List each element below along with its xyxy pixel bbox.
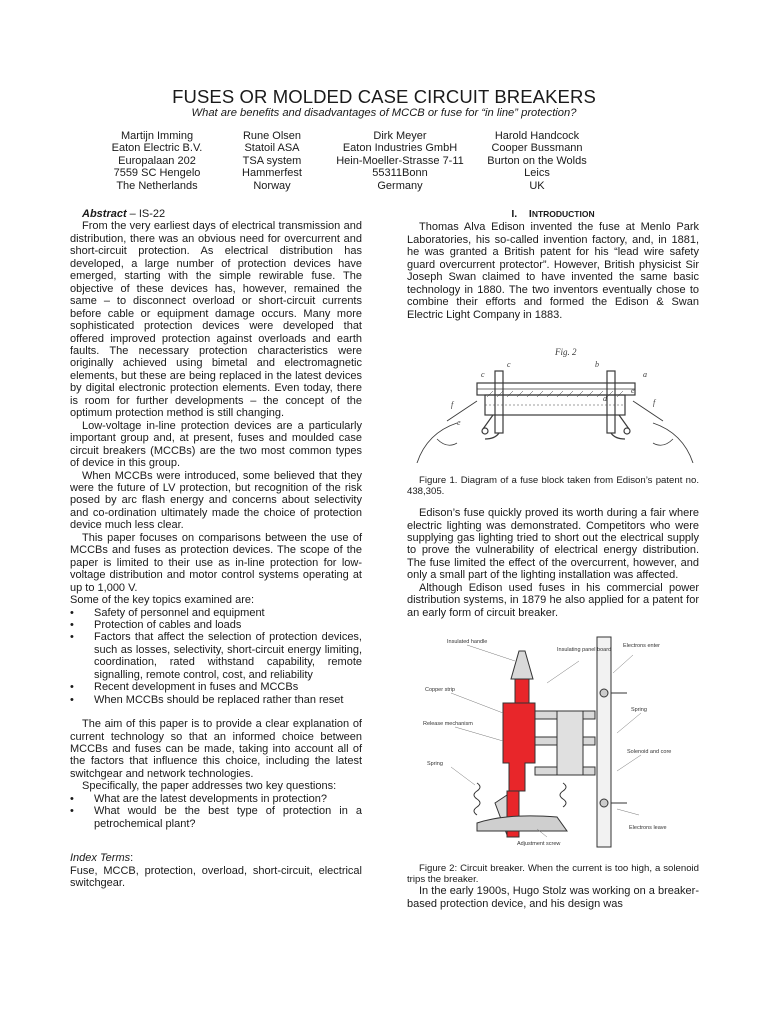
author-city: 55311Bonn: [372, 167, 428, 180]
figure-label: Spring: [427, 761, 443, 768]
author-affiliation: Eaton Electric B.V.: [111, 142, 203, 155]
figure-label: Insulating panel board: [557, 647, 612, 654]
abstract-paragraph: From the very earliest days of electrical transmission and distribution, there was an obvious need for overcurrent and short-circuit protection. As electrical distribution has developed, a large number of protection devices have emerged, starting with the simple rewirable fuse. The objective of these devices has, however, remained the same – to disconnect overload or short-circuit currents before cable or equipment damage occurs. Many more sophisticated protection devices were developed that offered improved protection against overloads and earth faults. The necessary protection characteristics were originally achieved using bimetal and electromagnetic elements, but these are being replaced in the latest devices by digital electronic protection elements. Even today, there is room for further developments – the concept of the optimum protection method is still changing.: [70, 220, 362, 420]
list-item: • Recent development in fuses and MCCBs: [70, 681, 362, 693]
intro-paragraph: Edison’s fuse quickly proved its worth during a fair where electric lighting was demonstrated. Competitors who were supplying gas lighting tried to short out the electrical supply to prove the vulnerability of electrical energy distribution. The fuse limited the effect of the overcurrent, however, and only a small part of the lighting installation was affected.: [407, 507, 699, 582]
author-address: TSA system: [242, 154, 302, 167]
list-item: • Safety of personnel and equipment: [70, 607, 362, 619]
figure-2-caption: Figure 2: Circuit breaker. When the current is too high, a solenoid trips the breaker.: [407, 863, 699, 886]
questions-list: [70, 793, 362, 830]
list-item: • When MCCBs should be replaced rather than reset: [70, 694, 362, 706]
author-address: Hein-Moeller-Strasse 7-11: [336, 154, 464, 167]
figure-1-caption: Figure 1. Diagram of a fuse block taken from Edison’s patent no. 438,305.: [407, 475, 699, 498]
author-2: [222, 130, 322, 192]
right-column: [407, 208, 699, 910]
author-affiliation: Cooper Bussmann: [491, 142, 583, 155]
fuse-block-diagram: [407, 345, 699, 463]
topics-intro: Some of the key topics examined are:: [70, 594, 255, 607]
figure-label: Electrons leave: [629, 825, 667, 832]
intro-paragraph: In the early 1900s, Hugo Stolz was working on a breaker-based protection device, and his design was: [407, 885, 699, 910]
author-name: Harold Handcock: [494, 130, 580, 142]
figure-label: Adjustment screw: [517, 841, 561, 848]
aim-paragraph: The aim of this paper is to provide a clear explanation of current technology so that an informed choice between MCCBs and fuses can be made, taking into account all of the factors that influence this choice, including the latest switchgear and network technologies.: [70, 718, 362, 780]
author-name: Martijn Imming: [120, 130, 194, 142]
paper-subtitle: What are benefits and disadvantages of MCCB or fuse for “in line” protection?: [191, 107, 577, 119]
intro-paragraph: Although Edison used fuses in his commercial power distribution systems, in 1879 he also applied for a patent for an early form of circuit breaker.: [407, 581, 699, 619]
author-4: [472, 130, 602, 192]
list-item: • What would be the best type of protection in a petrochemical plant?: [70, 805, 362, 830]
author-country: UK: [529, 179, 545, 192]
abstract-paragraph: When MCCBs were introduced, some believed that they were the future of LV protection, but recognition of the risk posed by arc flash energy and concerns about selectivity and co-ordination ultimately made the choice of protection device much less clear.: [70, 469, 362, 532]
author-country: The Netherlands: [116, 179, 198, 192]
list-item: • Protection of cables and loads: [70, 619, 362, 631]
topics-list: [70, 607, 362, 707]
author-country: Norway: [253, 179, 291, 192]
figure-label: f: [451, 400, 454, 410]
questions-intro: Specifically, the paper addresses two key questions:: [82, 780, 337, 793]
author-name: Rune Olsen: [242, 130, 302, 142]
author-name: Dirk Meyer: [373, 130, 427, 142]
figure-label: Spring: [631, 707, 647, 714]
figure-1: [407, 345, 699, 463]
list-item: • Factors that affect the selection of protection devices, such as losses, selectivity, short-circuit energy limiting, coordination, rated withstand capability, remote signalling, remote control, cost, and reliability: [70, 631, 362, 681]
index-terms-heading: Index Terms:: [70, 852, 134, 865]
index-terms: Fuse, MCCB, protection, overload, short-circuit, electrical switchgear.: [70, 864, 362, 890]
author-affiliation: Eaton Industries GmbH: [342, 142, 458, 155]
author-city: 7559 SC Hengelo: [113, 167, 201, 180]
author-affiliation: Statoil ASA: [244, 142, 300, 155]
abstract-paragraph: This paper focuses on comparisons between the use of MCCBs and fuses as protection devices. The scope of the paper is limited to their use as in-line protection for low-voltage distribution and motor control systems operating at up to 1,000 V.: [70, 531, 362, 594]
section-heading: I. INTRODUCTION: [511, 208, 595, 220]
author-1: [92, 130, 222, 192]
left-column: [70, 208, 362, 890]
author-city: Hammerfest: [242, 167, 302, 180]
abstract-heading: Abstract – IS-22: [82, 208, 166, 220]
author-address: Burton on the Wolds: [487, 154, 587, 167]
figure-title: Fig. 2: [555, 347, 577, 358]
figure-label: Copper strip: [425, 687, 455, 694]
figure-label: a: [643, 370, 647, 380]
figure-2: [407, 633, 699, 853]
figure-label: Electrons enter: [623, 643, 660, 650]
figure-label: f: [653, 398, 656, 408]
author-city: Leics: [524, 167, 550, 180]
author-3: [325, 130, 475, 192]
figure-label: c: [507, 360, 511, 370]
figure-label: Release mechanism: [423, 721, 473, 728]
author-country: Germany: [377, 179, 423, 192]
figure-label: e: [631, 386, 635, 396]
figure-label: c: [481, 370, 485, 380]
figure-label: Solenoid and core: [627, 749, 672, 756]
figure-label: Insulated handle: [447, 639, 488, 646]
circuit-breaker-diagram: [407, 633, 699, 853]
list-item: • What are the latest developments in protection?: [70, 793, 362, 805]
intro-paragraph: Thomas Alva Edison invented the fuse at Menlo Park Laboratories, his so-called invention factory, and, in 1881, he was granted a British patent for his “lead wire safety guard overcurrent protector”. However, British physicist Sir Joseph Swan claimed to have invented the same basic technology in 1880. The two inventors eventually chose to combine their efforts and formed the Edison & Swan Electric Light Company in 1883.: [407, 221, 699, 321]
figure-label: d: [603, 394, 607, 404]
author-address: Europalaan 202: [118, 154, 196, 167]
figure-label: b: [595, 360, 599, 370]
abstract-paragraph: Low-voltage in-line protection devices are a particularly important group and, at present, fuses and moulded case circuit breakers (MCCBs) are the two most common types of device in this group.: [70, 419, 362, 470]
figure-label: e: [457, 418, 461, 428]
paper-title: FUSES OR MOLDED CASE CIRCUIT BREAKERS: [172, 86, 596, 107]
